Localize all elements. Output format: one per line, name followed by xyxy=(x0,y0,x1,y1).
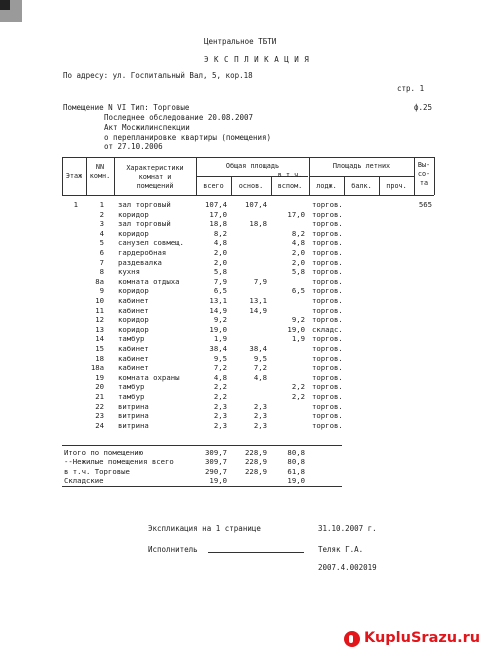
cell-num: 14 xyxy=(95,334,104,344)
totals-row xyxy=(0,457,496,466)
cell-note: складс. xyxy=(312,324,343,334)
header-incl: в т.ч. xyxy=(277,171,303,179)
table-row xyxy=(0,286,496,295)
cell-note: торгов. xyxy=(312,209,343,219)
cell-total: 4,8 xyxy=(213,238,227,248)
cell-total: 14,9 xyxy=(209,305,227,315)
watermark-icon xyxy=(344,631,360,647)
cell-total: 2,2 xyxy=(213,392,227,401)
cell-num: 22 xyxy=(95,401,104,411)
cell-total: 2,0 xyxy=(213,257,227,267)
cell-main: 107,4 xyxy=(245,200,267,209)
table-row xyxy=(0,392,496,401)
header-summer-area: Площадь летних xyxy=(332,162,391,170)
cell-num: 2 xyxy=(99,209,104,219)
cell-total: 107,4 xyxy=(205,200,227,209)
cell-aux: 2,0 xyxy=(291,248,305,257)
totals-cell-label: --Нежилые помещения всего xyxy=(64,457,174,467)
header-aux: вспом. xyxy=(277,182,303,190)
cell-main: 18,8 xyxy=(249,219,267,229)
cell-name: кабинет xyxy=(118,296,149,305)
cell-aux: 6,5 xyxy=(291,286,305,296)
cell-name: тамбур xyxy=(118,334,145,344)
cell-note: торгов. xyxy=(312,344,343,353)
totals-row xyxy=(0,448,496,457)
cell-num: 20 xyxy=(95,382,104,392)
cell-note: торгов. xyxy=(312,411,343,421)
totals-cell-label: Складские xyxy=(64,475,104,485)
cell-total: 7,2 xyxy=(213,363,227,373)
totals-cell-aux: 19,0 xyxy=(287,475,305,485)
totals-cell-main: 228,9 xyxy=(245,448,267,457)
totals-cell-aux: 80,8 xyxy=(287,457,305,467)
cell-name: коридор xyxy=(118,324,149,334)
cell-main: 14,9 xyxy=(249,305,267,315)
cell-num: 19 xyxy=(95,372,104,382)
totals-cell-main: 228,9 xyxy=(245,466,267,476)
cell-note: торгов. xyxy=(312,315,343,325)
table-row xyxy=(0,344,496,353)
table-row xyxy=(0,315,496,324)
footer-date: 31.10.2007 г. xyxy=(318,524,377,533)
cell-main: 2,3 xyxy=(253,420,267,430)
table-row xyxy=(0,334,496,343)
table-row xyxy=(0,354,496,363)
premises-line: Помещение N VI Тип: Торговые xyxy=(63,103,190,112)
totals-cell-main: 228,9 xyxy=(245,457,267,467)
totals-cell-total: 309,7 xyxy=(205,457,227,467)
cell-note: торгов. xyxy=(312,286,343,296)
cell-height: 565 xyxy=(418,200,432,209)
cell-num: 15 xyxy=(95,344,104,353)
table-row xyxy=(0,325,496,334)
header-total: всего xyxy=(203,182,224,190)
cell-total: 2,3 xyxy=(213,401,227,411)
cell-num: 9 xyxy=(99,286,104,296)
cell-main: 2,3 xyxy=(253,411,267,421)
cell-name: зал торговый xyxy=(118,219,171,229)
table-row xyxy=(0,382,496,391)
cell-num: 7 xyxy=(99,257,104,267)
table-row xyxy=(0,373,496,382)
watermark-logo xyxy=(342,628,494,650)
cell-name: коридор xyxy=(118,209,149,219)
totals-cell-label: Итого по помещению xyxy=(64,448,144,457)
cell-note: торгов. xyxy=(312,305,343,315)
totals-cell-total: 290,7 xyxy=(205,466,227,476)
cell-name: коридор xyxy=(118,228,149,238)
cell-main: 38,4 xyxy=(249,344,267,353)
totals-cell-aux: 80,8 xyxy=(287,448,305,457)
table-row xyxy=(0,219,496,228)
table-row xyxy=(0,210,496,219)
pages-text: Экспликация на 1 странице xyxy=(148,524,261,533)
cell-note: торгов. xyxy=(312,219,343,229)
cell-num: 11 xyxy=(95,305,104,315)
totals-cell-label: в т.ч. Торговые xyxy=(64,466,130,476)
header-height-2: со- xyxy=(417,170,431,178)
cell-num: 23 xyxy=(95,411,104,421)
cell-note: торгов. xyxy=(312,363,343,373)
cell-num: 12 xyxy=(95,315,104,325)
cell-total: 6,5 xyxy=(213,286,227,296)
header-main: основ. xyxy=(238,182,264,190)
signature-line xyxy=(208,552,304,553)
cell-total: 7,9 xyxy=(213,276,227,286)
header-height-3: та xyxy=(419,179,429,187)
table-row xyxy=(0,229,496,238)
cell-num: 6 xyxy=(99,248,104,257)
cell-name: витрина xyxy=(118,420,149,430)
cell-name: санузел совмещ. xyxy=(118,238,184,248)
totals-row xyxy=(0,467,496,476)
form-code: ф.25 xyxy=(414,103,433,112)
cell-num: 8 xyxy=(99,267,104,277)
table-row xyxy=(0,402,496,411)
cell-total: 9,5 xyxy=(213,353,227,363)
table-row xyxy=(0,296,496,305)
cell-aux: 9,2 xyxy=(291,315,305,325)
cell-note: торгов. xyxy=(312,200,343,209)
cell-aux: 1,9 xyxy=(291,334,305,344)
cell-aux: 2,2 xyxy=(291,382,305,392)
cell-total: 19,0 xyxy=(209,324,227,334)
cell-aux: 19,0 xyxy=(287,324,305,334)
cell-main: 4,8 xyxy=(253,372,267,382)
act-line-1: Акт Мосжилинспекции xyxy=(104,123,190,132)
cell-name: витрина xyxy=(118,411,149,421)
cell-num: 8а xyxy=(95,276,104,286)
executor-label: Исполнитель xyxy=(148,545,198,554)
cell-num: 21 xyxy=(95,392,104,401)
cell-aux: 4,8 xyxy=(291,238,305,248)
header-other: проч. xyxy=(386,182,407,190)
cell-num: 1 xyxy=(99,200,104,209)
cell-main: 2,3 xyxy=(253,401,267,411)
cell-name: комната охраны xyxy=(118,372,180,382)
cell-name: тамбур xyxy=(118,392,145,401)
cell-note: торгов. xyxy=(312,238,343,248)
table-row xyxy=(0,421,496,430)
watermark-text: KupluSrazu.ru xyxy=(364,630,481,646)
cell-name: раздевалка xyxy=(118,257,162,267)
cell-name: кухня xyxy=(118,267,140,277)
header-floor: Этаж xyxy=(65,172,83,180)
cell-total: 8,2 xyxy=(213,228,227,238)
cell-aux: 5,8 xyxy=(291,267,305,277)
cell-note: торгов. xyxy=(312,420,343,430)
cell-note: торгов. xyxy=(312,248,343,257)
cell-pom: 1 xyxy=(73,200,78,209)
header-nn-rooms: комн. xyxy=(89,172,111,180)
cell-name: комната отдыха xyxy=(118,276,180,286)
cell-num: 18а xyxy=(90,363,104,373)
last-survey: Последнее обследование 20.08.2007 xyxy=(104,113,254,122)
document-title: Э К С П Л И К А Ц И Я xyxy=(204,55,310,64)
cell-num: 5 xyxy=(99,238,104,248)
cell-total: 38,4 xyxy=(209,344,227,353)
cell-note: торгов. xyxy=(312,228,343,238)
table-row xyxy=(0,238,496,247)
cell-note: торгов. xyxy=(312,296,343,305)
cell-note: торгов. xyxy=(312,382,343,392)
totals-cell-total: 309,7 xyxy=(205,448,227,457)
cell-num: 10 xyxy=(95,296,104,305)
table-row xyxy=(0,306,496,315)
totals-cell-aux: 61,8 xyxy=(287,466,305,476)
cell-name: коридор xyxy=(118,286,149,296)
cell-total: 17,0 xyxy=(209,209,227,219)
act-line-3: от 27.10.2006 xyxy=(104,142,163,151)
scan-corner-dark xyxy=(0,0,10,10)
cell-note: торгов. xyxy=(312,276,343,286)
cell-total: 2,2 xyxy=(213,382,227,392)
cell-main: 13,1 xyxy=(249,296,267,305)
address-line: По адресу: ул. Госпитальный Вал, 5, кор.18 xyxy=(63,71,253,80)
cell-name: кабинет xyxy=(118,305,149,315)
table-row xyxy=(0,411,496,420)
executor-name: Теляк Г.А. xyxy=(318,545,364,554)
cell-main: 9,5 xyxy=(253,353,267,363)
cell-total: 4,8 xyxy=(213,372,227,382)
table-row xyxy=(0,200,496,209)
cell-name: зал торговый xyxy=(118,200,171,209)
cell-num: 13 xyxy=(95,324,104,334)
cell-name: гардеробная xyxy=(118,248,167,257)
cell-total: 2,3 xyxy=(213,411,227,421)
cell-note: торгов. xyxy=(312,353,343,363)
header-balcony: балк. xyxy=(351,182,372,190)
cell-total: 1,9 xyxy=(213,334,227,344)
cell-total: 2,0 xyxy=(213,248,227,257)
totals-row xyxy=(0,476,496,485)
cell-note: торгов. xyxy=(312,334,343,344)
header-nn: NN xyxy=(95,163,105,171)
cell-total: 9,2 xyxy=(213,315,227,325)
cell-note: торгов. xyxy=(312,267,343,277)
act-line-2: о переплaнировке квартиры (помещения) xyxy=(104,133,272,142)
cell-note: торгов. xyxy=(312,401,343,411)
cell-name: коридор xyxy=(118,315,149,325)
document-number: 2007.4.002019 xyxy=(318,563,377,572)
cell-num: 18 xyxy=(95,353,104,363)
cell-aux: 8,2 xyxy=(291,228,305,238)
org-name: Центральное ТБТИ xyxy=(204,37,277,46)
header-char-2: комнат и xyxy=(138,173,172,181)
cell-note: торгов. xyxy=(312,392,343,401)
cell-num: 4 xyxy=(99,228,104,238)
cell-total: 5,8 xyxy=(213,267,227,277)
cell-num: 24 xyxy=(95,420,104,430)
table-row xyxy=(0,277,496,286)
cell-name: витрина xyxy=(118,401,149,411)
cell-note: торгов. xyxy=(312,257,343,267)
cell-num: 3 xyxy=(99,219,104,229)
table-row xyxy=(0,248,496,257)
table-row xyxy=(0,267,496,276)
cell-total: 13,1 xyxy=(209,296,227,305)
cell-aux: 2,0 xyxy=(291,257,305,267)
cell-total: 2,3 xyxy=(213,420,227,430)
header-total-area: Общая площадь xyxy=(225,162,280,170)
totals-top-rule xyxy=(62,445,342,446)
totals-cell-total: 19,0 xyxy=(209,475,227,485)
cell-main: 7,2 xyxy=(253,363,267,373)
cell-aux: 17,0 xyxy=(287,209,305,219)
cell-name: кабинет xyxy=(118,344,149,353)
totals-bottom-rule xyxy=(62,486,342,487)
table-row xyxy=(0,258,496,267)
cell-name: кабинет xyxy=(118,353,149,363)
header-char-3: помещений xyxy=(136,182,174,190)
cell-name: тамбур xyxy=(118,382,145,392)
cell-total: 18,8 xyxy=(209,219,227,229)
table-row xyxy=(0,363,496,372)
cell-main: 7,9 xyxy=(253,276,267,286)
page-number: стр. 1 xyxy=(397,84,425,93)
header-height-1: Вы- xyxy=(417,161,431,169)
header-char-1: Характеристики xyxy=(126,164,184,172)
header-loggia: лодж. xyxy=(316,182,337,190)
cell-name: кабинет xyxy=(118,363,149,373)
cell-aux: 2,2 xyxy=(291,392,305,401)
cell-note: торгов. xyxy=(312,372,343,382)
